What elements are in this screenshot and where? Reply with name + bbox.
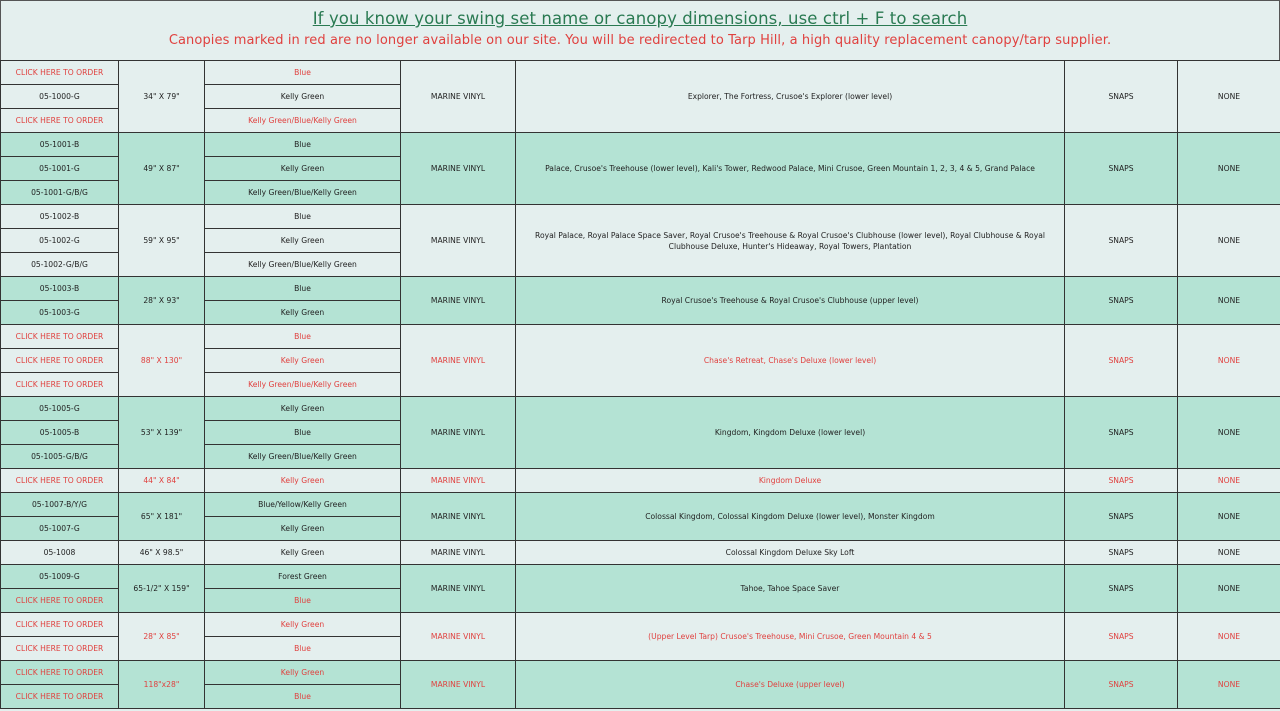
extra-cell: NONE	[1178, 397, 1280, 469]
color-cell: Kelly Green	[205, 541, 401, 565]
models-cell: Royal Crusoe's Treehouse & Royal Crusoe's Clubhouse (upper level)	[516, 277, 1065, 325]
color-cell: Kelly Green/Blue/Kelly Green	[205, 373, 401, 397]
table-row	[1, 613, 1280, 637]
extra-cell: NONE	[1178, 661, 1280, 709]
extra-cell: NONE	[1178, 541, 1280, 565]
part-number-cell: 05-1002-G/B/G	[1, 253, 119, 277]
models-cell: Colossal Kingdom, Colossal Kingdom Deluxe (lower level), Monster Kingdom	[516, 493, 1065, 541]
extra-cell: NONE	[1178, 133, 1280, 205]
part-number-cell: 05-1000-G	[1, 85, 119, 109]
material-cell: MARINE VINYL	[401, 277, 516, 325]
extra-cell: NONE	[1178, 565, 1280, 613]
material-cell: MARINE VINYL	[401, 397, 516, 469]
attachment-cell: SNAPS	[1065, 613, 1178, 661]
table-row	[1, 277, 1280, 301]
color-cell: Kelly Green/Blue/Kelly Green	[205, 181, 401, 205]
material-cell: MARINE VINYL	[401, 613, 516, 661]
color-cell: Forest Green	[205, 565, 401, 589]
extra-cell: NONE	[1178, 61, 1280, 133]
material-cell: MARINE VINYL	[401, 541, 516, 565]
table-row	[1, 133, 1280, 157]
attachment-cell: SNAPS	[1065, 661, 1178, 709]
material-cell: MARINE VINYL	[401, 661, 516, 709]
table-row	[1, 397, 1280, 421]
canopy-size-cell: 118"x28"	[119, 661, 205, 709]
order-link[interactable]: CLICK HERE TO ORDER	[1, 685, 119, 709]
color-cell: Blue	[205, 61, 401, 85]
part-number-cell: 05-1003-G	[1, 301, 119, 325]
models-cell: Kingdom Deluxe	[516, 469, 1065, 493]
part-number-cell: 05-1005-G	[1, 397, 119, 421]
order-link[interactable]: CLICK HERE TO ORDER	[1, 661, 119, 685]
attachment-cell: SNAPS	[1065, 277, 1178, 325]
order-link[interactable]: CLICK HERE TO ORDER	[1, 349, 119, 373]
order-link[interactable]: CLICK HERE TO ORDER	[1, 469, 119, 493]
canopy-table	[0, 60, 1280, 709]
part-number-cell: 05-1008	[1, 541, 119, 565]
attachment-cell: SNAPS	[1065, 133, 1178, 205]
material-cell: MARINE VINYL	[401, 205, 516, 277]
material-cell: MARINE VINYL	[401, 469, 516, 493]
part-number-cell: 05-1007-G	[1, 517, 119, 541]
canopy-size-cell: 46" X 98.5"	[119, 541, 205, 565]
part-number-cell: 05-1001-G/B/G	[1, 181, 119, 205]
material-cell: MARINE VINYL	[401, 61, 516, 133]
extra-cell: NONE	[1178, 325, 1280, 397]
color-cell: Kelly Green/Blue/Kelly Green	[205, 109, 401, 133]
models-cell: Royal Palace, Royal Palace Space Saver, Royal Crusoe's Treehouse & Royal Crusoe's Clubhouse (lower level), Royal Clubhouse & Royal Clubhouse Deluxe, Hunter's Hideaway, Royal Towers, Plantation	[516, 205, 1065, 277]
color-cell: Blue	[205, 421, 401, 445]
canopy-size-cell: 28" X 93"	[119, 277, 205, 325]
part-number-cell: 05-1009-G	[1, 565, 119, 589]
color-cell: Kelly Green	[205, 613, 401, 637]
order-link[interactable]: CLICK HERE TO ORDER	[1, 589, 119, 613]
color-cell: Kelly Green	[205, 469, 401, 493]
attachment-cell: SNAPS	[1065, 541, 1178, 565]
attachment-cell: SNAPS	[1065, 61, 1178, 133]
canopy-size-cell: 44" X 84"	[119, 469, 205, 493]
table-row	[1, 541, 1280, 565]
extra-cell: NONE	[1178, 205, 1280, 277]
order-link[interactable]: CLICK HERE TO ORDER	[1, 109, 119, 133]
color-cell: Kelly Green	[205, 349, 401, 373]
canopy-size-cell: 59" X 95"	[119, 205, 205, 277]
color-cell: Blue	[205, 325, 401, 349]
attachment-cell: SNAPS	[1065, 205, 1178, 277]
models-cell: Palace, Crusoe's Treehouse (lower level), Kali's Tower, Redwood Palace, Mini Crusoe, Green Mountain 1, 2, 3, 4 & 5, Grand Palace	[516, 133, 1065, 205]
table-row	[1, 661, 1280, 685]
models-cell: Chase's Retreat, Chase's Deluxe (lower level)	[516, 325, 1065, 397]
order-link[interactable]: CLICK HERE TO ORDER	[1, 613, 119, 637]
order-link[interactable]: CLICK HERE TO ORDER	[1, 61, 119, 85]
attachment-cell: SNAPS	[1065, 325, 1178, 397]
order-link[interactable]: CLICK HERE TO ORDER	[1, 325, 119, 349]
models-cell: Explorer, The Fortress, Crusoe's Explorer (lower level)	[516, 61, 1065, 133]
search-hint-title: If you know your swing set name or canopy dimensions, use ctrl + F to search	[312, 9, 968, 28]
canopy-size-cell: 34" X 79"	[119, 61, 205, 133]
table-row	[1, 325, 1280, 349]
models-cell: (Upper Level Tarp) Crusoe's Treehouse, Mini Crusoe, Green Mountain 4 & 5	[516, 613, 1065, 661]
part-number-cell: 05-1001-B	[1, 133, 119, 157]
models-cell: Kingdom, Kingdom Deluxe (lower level)	[516, 397, 1065, 469]
table-row	[1, 61, 1280, 85]
color-cell: Kelly Green	[205, 397, 401, 421]
color-cell: Kelly Green	[205, 301, 401, 325]
material-cell: MARINE VINYL	[401, 133, 516, 205]
part-number-cell: 05-1001-G	[1, 157, 119, 181]
extra-cell: NONE	[1178, 277, 1280, 325]
color-cell: Blue	[205, 277, 401, 301]
color-cell: Blue	[205, 685, 401, 709]
canopy-size-cell: 65" X 181"	[119, 493, 205, 541]
part-number-cell: 05-1003-B	[1, 277, 119, 301]
order-link[interactable]: CLICK HERE TO ORDER	[1, 373, 119, 397]
attachment-cell: SNAPS	[1065, 469, 1178, 493]
color-cell: Blue	[205, 133, 401, 157]
part-number-cell: 05-1002-B	[1, 205, 119, 229]
order-link[interactable]: CLICK HERE TO ORDER	[1, 637, 119, 661]
color-cell: Blue/Yellow/Kelly Green	[205, 493, 401, 517]
page-header	[0, 0, 1280, 60]
color-cell: Kelly Green/Blue/Kelly Green	[205, 253, 401, 277]
canopy-size-cell: 28" X 85"	[119, 613, 205, 661]
models-cell: Chase's Deluxe (upper level)	[516, 661, 1065, 709]
canopy-size-cell: 88" X 130"	[119, 325, 205, 397]
part-number-cell: 05-1005-G/B/G	[1, 445, 119, 469]
color-cell: Kelly Green	[205, 517, 401, 541]
table-row	[1, 205, 1280, 229]
canopy-size-cell: 49" X 87"	[119, 133, 205, 205]
part-number-cell: 05-1005-B	[1, 421, 119, 445]
color-cell: Kelly Green	[205, 661, 401, 685]
material-cell: MARINE VINYL	[401, 565, 516, 613]
redirect-note: Canopies marked in red are no longer available on our site. You will be redirected to Tarp Hill, a high quality replacement canopy/tarp supplier.	[168, 33, 1112, 48]
canopy-size-cell: 65-1/2" X 159"	[119, 565, 205, 613]
canopy-size-cell: 53" X 139"	[119, 397, 205, 469]
extra-cell: NONE	[1178, 493, 1280, 541]
color-cell: Kelly Green	[205, 85, 401, 109]
attachment-cell: SNAPS	[1065, 397, 1178, 469]
attachment-cell: SNAPS	[1065, 493, 1178, 541]
color-cell: Kelly Green	[205, 157, 401, 181]
extra-cell: NONE	[1178, 613, 1280, 661]
models-cell: Tahoe, Tahoe Space Saver	[516, 565, 1065, 613]
canopy-table-body	[1, 61, 1280, 709]
color-cell: Blue	[205, 205, 401, 229]
color-cell: Blue	[205, 589, 401, 613]
part-number-cell: 05-1002-G	[1, 229, 119, 253]
models-cell: Colossal Kingdom Deluxe Sky Loft	[516, 541, 1065, 565]
table-row	[1, 493, 1280, 517]
color-cell: Blue	[205, 637, 401, 661]
table-row	[1, 469, 1280, 493]
material-cell: MARINE VINYL	[401, 493, 516, 541]
table-row	[1, 565, 1280, 589]
color-cell: Kelly Green	[205, 229, 401, 253]
material-cell: MARINE VINYL	[401, 325, 516, 397]
part-number-cell: 05-1007-B/Y/G	[1, 493, 119, 517]
color-cell: Kelly Green/Blue/Kelly Green	[205, 445, 401, 469]
extra-cell: NONE	[1178, 469, 1280, 493]
attachment-cell: SNAPS	[1065, 565, 1178, 613]
